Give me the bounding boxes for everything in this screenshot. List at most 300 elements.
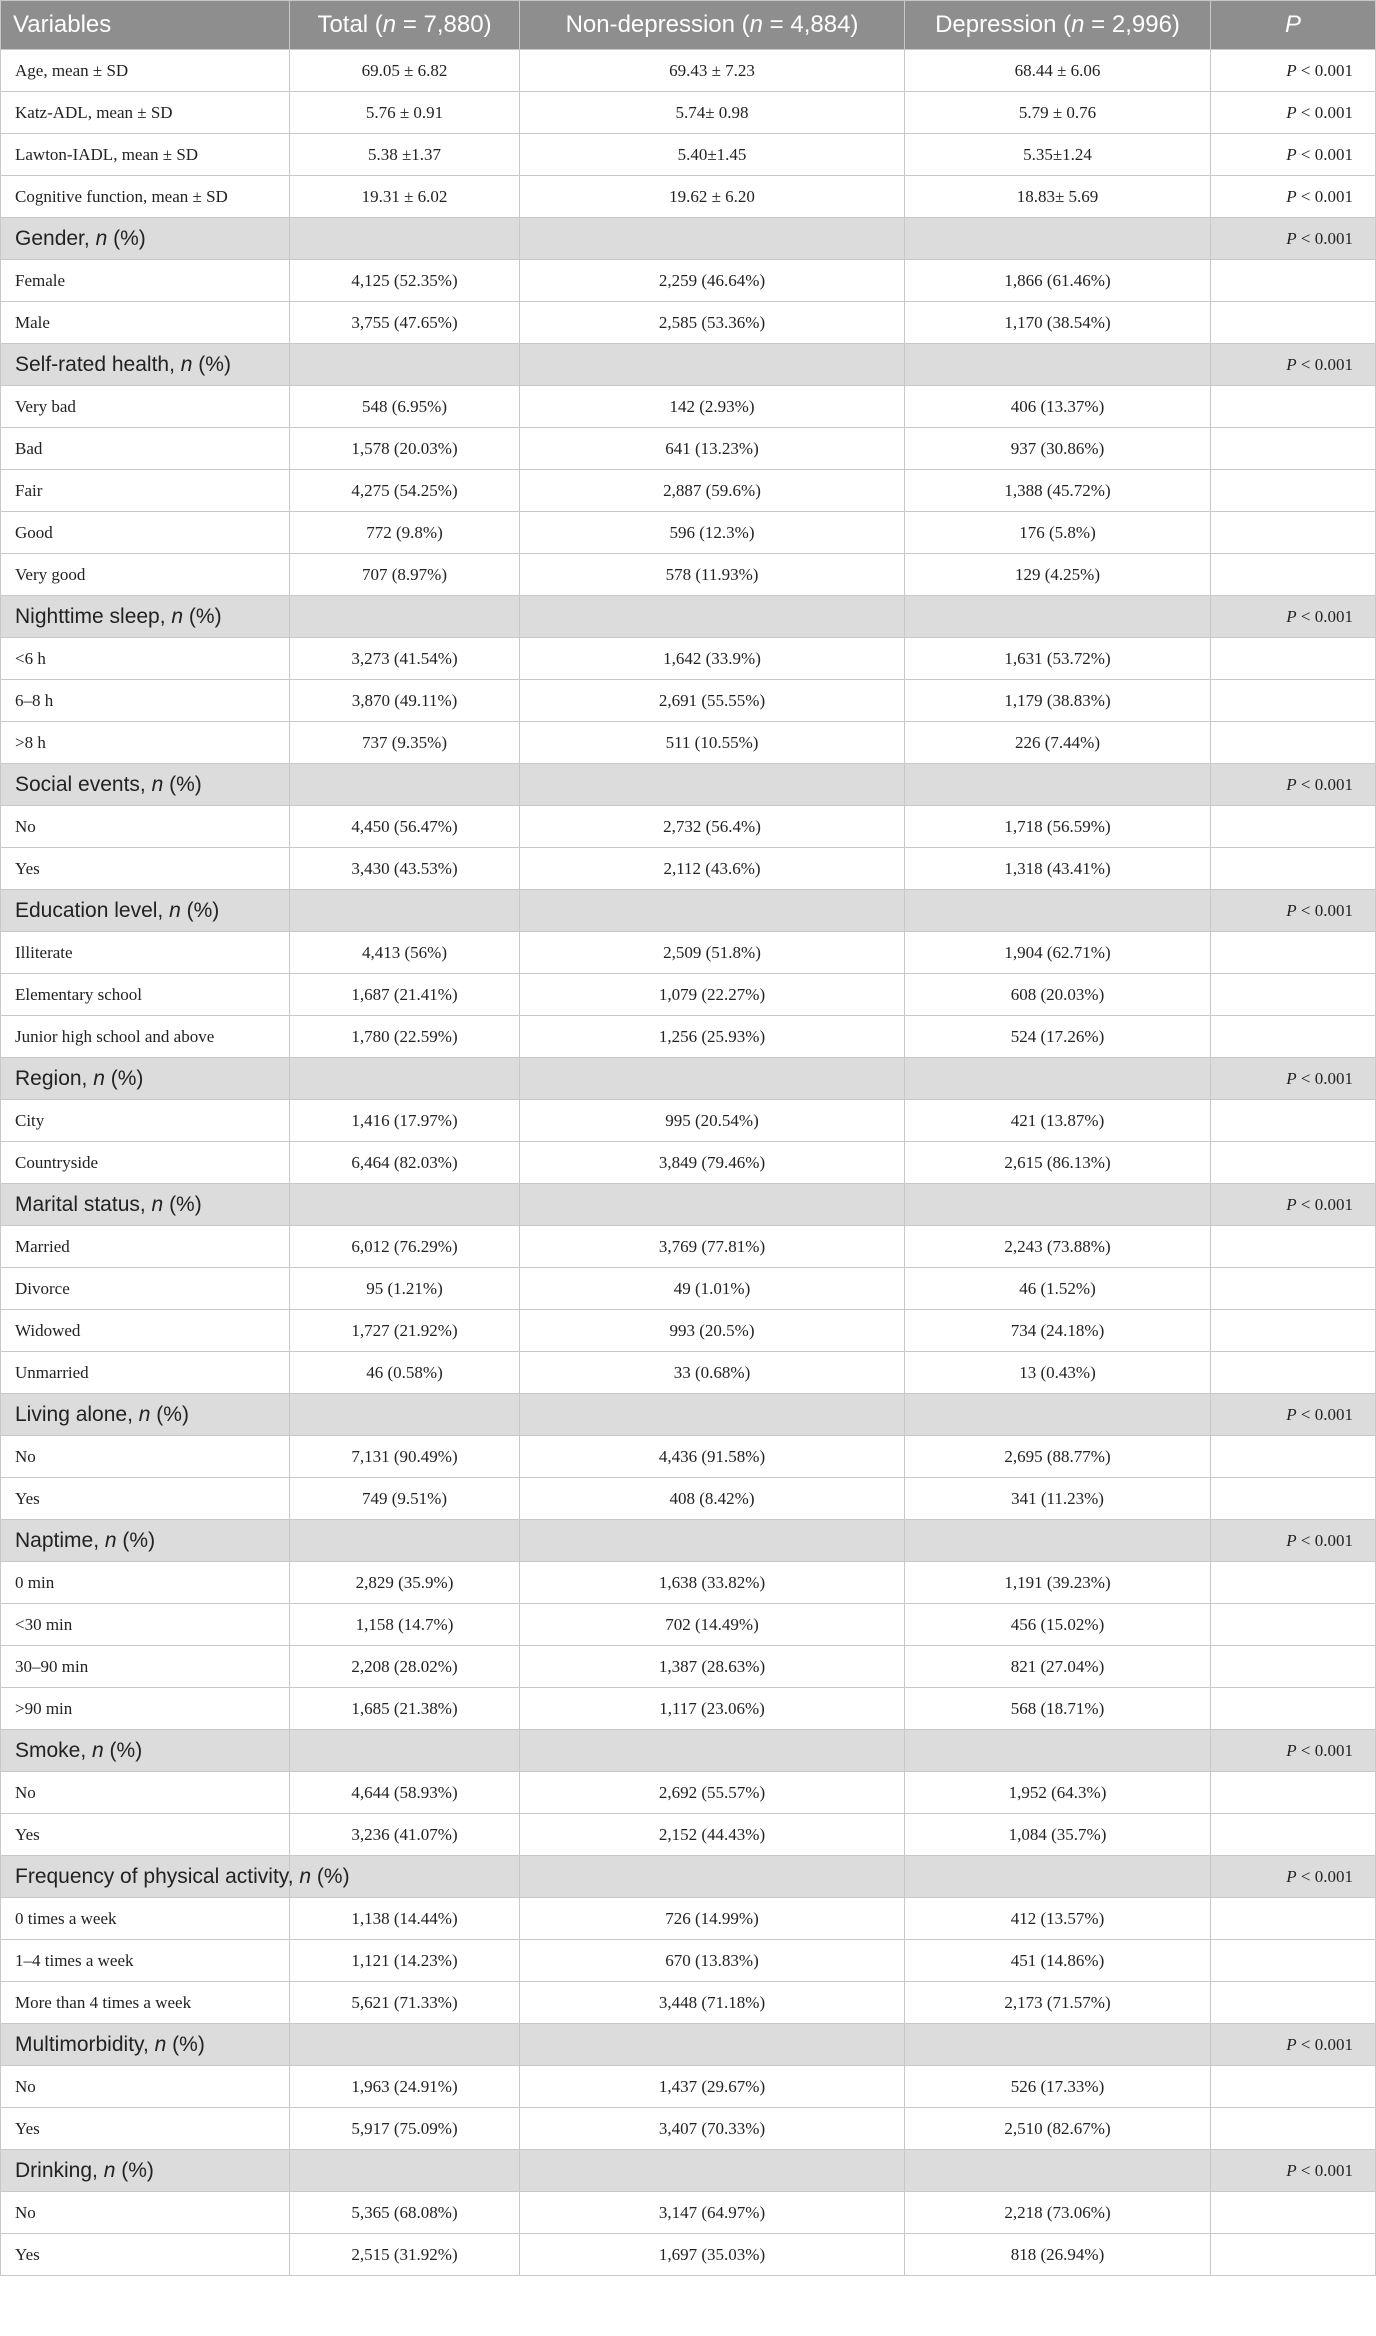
group-p-value: P < 0.001 (1211, 344, 1376, 386)
total-value: 3,870 (49.11%) (290, 680, 520, 722)
row-label: Divorce (1, 1268, 290, 1310)
table-row (1, 1604, 1376, 1646)
row-label: Yes (1, 1814, 290, 1856)
group-total-cell (290, 596, 520, 638)
non-depression-value: 1,387 (28.63%) (520, 1646, 905, 1688)
p-value-empty (1211, 2192, 1376, 2234)
group-title (1, 1184, 290, 1226)
p-value-empty (1211, 1268, 1376, 1310)
total-value: 548 (6.95%) (290, 386, 520, 428)
p-value-empty (1211, 1562, 1376, 1604)
group-title (1, 596, 290, 638)
table-row (1, 680, 1376, 722)
depression-value: 1,318 (43.41%) (905, 848, 1211, 890)
table-row (1, 1268, 1376, 1310)
group-depression-cell (905, 2024, 1211, 2066)
group-title-n-symbol: n (169, 898, 181, 922)
depression-value: 2,218 (73.06%) (905, 2192, 1211, 2234)
total-value: 69.05 ± 6.82 (290, 50, 520, 92)
row-label: Fair (1, 470, 290, 512)
group-total-cell (290, 218, 520, 260)
non-depression-value: 596 (12.3%) (520, 512, 905, 554)
non-depression-value: 2,112 (43.6%) (520, 848, 905, 890)
group-title (1, 890, 290, 932)
group-non-depression-cell (520, 344, 905, 386)
total-value: 4,275 (54.25%) (290, 470, 520, 512)
depression-value: 412 (13.57%) (905, 1898, 1211, 1940)
group-title-n-symbol: n (299, 1864, 312, 1888)
non-depression-value: 2,692 (55.57%) (520, 1772, 905, 1814)
group-title (1, 1520, 290, 1562)
non-depression-value: 2,887 (59.6%) (520, 470, 905, 512)
depression-value: 818 (26.94%) (905, 2234, 1211, 2276)
non-depression-value: 2,691 (55.55%) (520, 680, 905, 722)
depression-value: 1,866 (61.46%) (905, 260, 1211, 302)
total-value: 5,917 (75.09%) (290, 2108, 520, 2150)
group-header-row (1, 764, 1376, 806)
non-depression-value: 1,697 (35.03%) (520, 2234, 905, 2276)
table-row (1, 848, 1376, 890)
group-title-suffix: (%) (103, 1738, 143, 1762)
non-depression-value: 1,117 (23.06%) (520, 1688, 905, 1730)
group-depression-cell (905, 218, 1211, 260)
non-depression-value: 142 (2.93%) (520, 386, 905, 428)
group-title-text: Naptime, (15, 1528, 105, 1552)
total-value: 1,416 (17.97%) (290, 1100, 520, 1142)
group-header-row (1, 890, 1376, 932)
group-non-depression-cell (520, 2024, 905, 2066)
group-p-value: P < 0.001 (1211, 1520, 1376, 1562)
header-total-n-symbol: n (382, 11, 397, 38)
p-value-empty (1211, 512, 1376, 554)
group-total-cell (290, 1520, 520, 1562)
total-value: 1,727 (21.92%) (290, 1310, 520, 1352)
group-total-cell (290, 2150, 520, 2192)
group-p-value: P < 0.001 (1211, 1184, 1376, 1226)
row-label: >90 min (1, 1688, 290, 1730)
group-p-value: P < 0.001 (1211, 218, 1376, 260)
depression-value: 129 (4.25%) (905, 554, 1211, 596)
group-non-depression-cell (520, 1184, 905, 1226)
table-row (1, 2234, 1376, 2276)
depression-value: 421 (13.87%) (905, 1100, 1211, 1142)
total-value: 1,578 (20.03%) (290, 428, 520, 470)
depression-value: 176 (5.8%) (905, 512, 1211, 554)
group-p-value: P < 0.001 (1211, 1058, 1376, 1100)
non-depression-value: 1,256 (25.93%) (520, 1016, 905, 1058)
table-row (1, 1436, 1376, 1478)
p-value-empty (1211, 2108, 1376, 2150)
non-depression-value: 3,147 (64.97%) (520, 2192, 905, 2234)
group-title-n-symbol: n (95, 226, 108, 250)
group-p-value: P < 0.001 (1211, 2150, 1376, 2192)
total-value: 3,236 (41.07%) (290, 1814, 520, 1856)
row-label: Lawton-IADL, mean ± SD (1, 134, 290, 176)
p-value-empty (1211, 1814, 1376, 1856)
group-title-text: Smoke, (15, 1738, 93, 1762)
group-title (1, 1394, 290, 1436)
row-label: Elementary school (1, 974, 290, 1016)
group-title-suffix: (%) (311, 1864, 350, 1888)
depression-value: 524 (17.26%) (905, 1016, 1211, 1058)
row-label: City (1, 1100, 290, 1142)
group-p-value: P < 0.001 (1211, 1856, 1376, 1898)
non-depression-value: 1,079 (22.27%) (520, 974, 905, 1016)
total-value: 3,430 (43.53%) (290, 848, 520, 890)
group-title (1, 764, 290, 806)
row-label: Yes (1, 1478, 290, 1520)
p-value-empty (1211, 554, 1376, 596)
p-value-empty (1211, 1982, 1376, 2024)
depression-value: 734 (24.18%) (905, 1310, 1211, 1352)
p-value-empty (1211, 1352, 1376, 1394)
depression-value: 5.35±1.24 (905, 134, 1211, 176)
p-value: P < 0.001 (1211, 134, 1376, 176)
p-value-empty (1211, 428, 1376, 470)
row-label: No (1, 2192, 290, 2234)
row-label: Widowed (1, 1310, 290, 1352)
p-value-empty (1211, 1940, 1376, 1982)
p-value-empty (1211, 1226, 1376, 1268)
p-value-empty (1211, 2066, 1376, 2108)
group-title-text: Region, (15, 1066, 94, 1090)
group-title (1, 218, 290, 260)
group-header-row (1, 1394, 1376, 1436)
group-title-n-symbol: n (104, 1528, 117, 1552)
total-value: 4,413 (56%) (290, 932, 520, 974)
p-value-empty (1211, 260, 1376, 302)
row-label: >8 h (1, 722, 290, 764)
table-row (1, 386, 1376, 428)
group-depression-cell (905, 344, 1211, 386)
group-depression-cell (905, 596, 1211, 638)
table-row (1, 1940, 1376, 1982)
row-label: Very bad (1, 386, 290, 428)
table-row (1, 1772, 1376, 1814)
table-row (1, 932, 1376, 974)
total-value: 2,208 (28.02%) (290, 1646, 520, 1688)
group-title-suffix: (%) (107, 226, 146, 250)
group-header-row (1, 344, 1376, 386)
non-depression-value: 49 (1.01%) (520, 1268, 905, 1310)
depression-value: 2,615 (86.13%) (905, 1142, 1211, 1184)
depression-value: 1,631 (53.72%) (905, 638, 1211, 680)
group-p-value: P < 0.001 (1211, 764, 1376, 806)
non-depression-value: 2,259 (46.64%) (520, 260, 905, 302)
group-title-suffix: (%) (192, 352, 231, 376)
depression-value: 1,904 (62.71%) (905, 932, 1211, 974)
group-title-suffix: (%) (163, 1192, 202, 1216)
header-non-depression (520, 1, 905, 50)
p-value-empty (1211, 1646, 1376, 1688)
group-non-depression-cell (520, 1394, 905, 1436)
header-row (1, 1, 1376, 50)
non-depression-value: 670 (13.83%) (520, 1940, 905, 1982)
total-value: 3,755 (47.65%) (290, 302, 520, 344)
group-title-text: Gender, (15, 226, 96, 250)
depression-value: 526 (17.33%) (905, 2066, 1211, 2108)
p-value: P < 0.001 (1211, 50, 1376, 92)
table-row (1, 512, 1376, 554)
total-value: 1,685 (21.38%) (290, 1688, 520, 1730)
row-label: Married (1, 1226, 290, 1268)
total-value: 1,963 (24.91%) (290, 2066, 520, 2108)
table-row (1, 806, 1376, 848)
table-row (1, 1352, 1376, 1394)
table-row (1, 554, 1376, 596)
row-label: <30 min (1, 1604, 290, 1646)
p-value-empty (1211, 1688, 1376, 1730)
depression-value: 821 (27.04%) (905, 1646, 1211, 1688)
p-value-empty (1211, 470, 1376, 512)
total-value: 1,138 (14.44%) (290, 1898, 520, 1940)
depression-value: 2,243 (73.88%) (905, 1226, 1211, 1268)
table-body (1, 50, 1376, 2276)
group-depression-cell (905, 1856, 1211, 1898)
non-depression-value: 726 (14.99%) (520, 1898, 905, 1940)
p-value-empty (1211, 302, 1376, 344)
group-p-value: P < 0.001 (1211, 890, 1376, 932)
depression-value: 2,510 (82.67%) (905, 2108, 1211, 2150)
header-non-prefix: Non-depression ( (565, 11, 750, 38)
group-header-row (1, 2150, 1376, 2192)
table-row (1, 1100, 1376, 1142)
group-non-depression-cell (520, 2150, 905, 2192)
group-total-cell (290, 1184, 520, 1226)
group-title (1, 1730, 290, 1772)
total-value: 6,012 (76.29%) (290, 1226, 520, 1268)
non-depression-value: 3,448 (71.18%) (520, 1982, 905, 2024)
total-value: 4,450 (56.47%) (290, 806, 520, 848)
total-value: 19.31 ± 6.02 (290, 176, 520, 218)
non-depression-value: 3,849 (79.46%) (520, 1142, 905, 1184)
group-header-row (1, 1856, 1376, 1898)
depression-value: 1,179 (38.83%) (905, 680, 1211, 722)
group-p-value: P < 0.001 (1211, 1730, 1376, 1772)
table-row (1, 134, 1376, 176)
p-value-empty (1211, 1310, 1376, 1352)
table-row (1, 428, 1376, 470)
row-label: Female (1, 260, 290, 302)
total-value: 1,121 (14.23%) (290, 1940, 520, 1982)
p-value-empty (1211, 1898, 1376, 1940)
p-value-empty (1211, 386, 1376, 428)
table-row (1, 92, 1376, 134)
group-title (1, 344, 290, 386)
header-total-prefix: Total ( (317, 11, 383, 38)
total-value: 6,464 (82.03%) (290, 1142, 520, 1184)
non-depression-value: 69.43 ± 7.23 (520, 50, 905, 92)
p-value: P < 0.001 (1211, 176, 1376, 218)
row-label: No (1, 1772, 290, 1814)
table-row (1, 2108, 1376, 2150)
header-dep-prefix: Depression ( (935, 11, 1072, 38)
non-depression-value: 33 (0.68%) (520, 1352, 905, 1394)
depression-value: 451 (14.86%) (905, 1940, 1211, 1982)
total-value: 4,125 (52.35%) (290, 260, 520, 302)
group-total-cell (290, 1730, 520, 1772)
group-title-n-symbol: n (92, 1738, 104, 1762)
group-header-row (1, 2024, 1376, 2066)
non-depression-value: 511 (10.55%) (520, 722, 905, 764)
group-total-cell (290, 2024, 520, 2066)
total-value: 3,273 (41.54%) (290, 638, 520, 680)
depression-value: 1,084 (35.7%) (905, 1814, 1211, 1856)
header-p (1211, 1, 1376, 50)
p-value-empty (1211, 1478, 1376, 1520)
total-value: 5.76 ± 0.91 (290, 92, 520, 134)
table-row (1, 1814, 1376, 1856)
group-non-depression-cell (520, 764, 905, 806)
group-p-value: P < 0.001 (1211, 596, 1376, 638)
group-p-value: P < 0.001 (1211, 2024, 1376, 2066)
row-label: 1–4 times a week (1, 1940, 290, 1982)
header-non-n-symbol: n (749, 11, 764, 38)
group-title-n-symbol: n (171, 604, 184, 628)
non-depression-value: 2,732 (56.4%) (520, 806, 905, 848)
total-value: 1,780 (22.59%) (290, 1016, 520, 1058)
non-depression-value: 19.62 ± 6.20 (520, 176, 905, 218)
row-label: No (1, 806, 290, 848)
p-value-empty (1211, 1142, 1376, 1184)
header-total-count: = 7,880) (396, 11, 492, 38)
header-non-count: = 4,884) (763, 11, 859, 38)
p-value-empty (1211, 1772, 1376, 1814)
group-non-depression-cell (520, 1520, 905, 1562)
group-depression-cell (905, 1520, 1211, 1562)
total-value: 2,829 (35.9%) (290, 1562, 520, 1604)
table-row (1, 1688, 1376, 1730)
row-label: 0 min (1, 1562, 290, 1604)
total-value: 5.38 ±1.37 (290, 134, 520, 176)
group-title-suffix: (%) (115, 2158, 154, 2182)
table-row (1, 722, 1376, 764)
total-value: 4,644 (58.93%) (290, 1772, 520, 1814)
depression-value: 406 (13.37%) (905, 386, 1211, 428)
non-depression-value: 1,437 (29.67%) (520, 2066, 905, 2108)
header-depression (905, 1, 1211, 50)
header-total (290, 1, 520, 50)
row-label: Yes (1, 848, 290, 890)
group-title-text: Multimorbidity, (15, 2032, 155, 2056)
non-depression-value: 995 (20.54%) (520, 1100, 905, 1142)
group-title-suffix: (%) (116, 1528, 156, 1552)
table-row (1, 50, 1376, 92)
non-depression-value: 1,638 (33.82%) (520, 1562, 905, 1604)
row-label: Bad (1, 428, 290, 470)
total-value: 2,515 (31.92%) (290, 2234, 520, 2276)
group-title-text: Drinking, (15, 2158, 104, 2182)
non-depression-value: 3,407 (70.33%) (520, 2108, 905, 2150)
table-row (1, 1226, 1376, 1268)
non-depression-value: 641 (13.23%) (520, 428, 905, 470)
p-value-empty (1211, 806, 1376, 848)
table-row (1, 1478, 1376, 1520)
depression-value: 1,170 (38.54%) (905, 302, 1211, 344)
table-row (1, 2192, 1376, 2234)
table-row (1, 1898, 1376, 1940)
non-depression-value: 5.74± 0.98 (520, 92, 905, 134)
group-title (1, 2150, 290, 2192)
depression-value: 46 (1.52%) (905, 1268, 1211, 1310)
depression-value: 13 (0.43%) (905, 1352, 1211, 1394)
group-total-cell (290, 1394, 520, 1436)
group-header-row (1, 1520, 1376, 1562)
depression-value: 2,173 (71.57%) (905, 1982, 1211, 2024)
p-value-empty (1211, 932, 1376, 974)
group-title-n-symbol: n (180, 352, 193, 376)
row-label: More than 4 times a week (1, 1982, 290, 2024)
group-non-depression-cell (520, 890, 905, 932)
group-depression-cell (905, 1058, 1211, 1100)
depression-value: 18.83± 5.69 (905, 176, 1211, 218)
table-row (1, 176, 1376, 218)
p-value-empty (1211, 974, 1376, 1016)
group-title-suffix: (%) (163, 772, 202, 796)
group-p-value: P < 0.001 (1211, 1394, 1376, 1436)
non-depression-value: 1,642 (33.9%) (520, 638, 905, 680)
header-dep-count: = 2,996) (1084, 11, 1180, 38)
group-title-n-symbol: n (138, 1402, 151, 1426)
group-header-row (1, 1058, 1376, 1100)
table-row (1, 2066, 1376, 2108)
header-variables: Variables (1, 1, 290, 50)
group-title-text: Frequency of physical activity, (15, 1864, 300, 1888)
depression-value: 1,952 (64.3%) (905, 1772, 1211, 1814)
row-label: Countryside (1, 1142, 290, 1184)
group-title-suffix: (%) (180, 898, 220, 922)
group-non-depression-cell (520, 1730, 905, 1772)
non-depression-value: 578 (11.93%) (520, 554, 905, 596)
table-row (1, 1310, 1376, 1352)
row-label: Yes (1, 2234, 290, 2276)
depression-value: 5.79 ± 0.76 (905, 92, 1211, 134)
total-value: 1,687 (21.41%) (290, 974, 520, 1016)
total-value: 7,131 (90.49%) (290, 1436, 520, 1478)
group-header-row (1, 1184, 1376, 1226)
total-value: 707 (8.97%) (290, 554, 520, 596)
header-p-label: P (1284, 11, 1301, 38)
table-row (1, 1016, 1376, 1058)
table-row (1, 1646, 1376, 1688)
group-total-cell (290, 890, 520, 932)
depression-value: 456 (15.02%) (905, 1604, 1211, 1646)
group-header-row (1, 596, 1376, 638)
group-title-n-symbol: n (93, 1066, 105, 1090)
group-depression-cell (905, 890, 1211, 932)
row-label: 30–90 min (1, 1646, 290, 1688)
depression-value: 226 (7.44%) (905, 722, 1211, 764)
total-value: 5,365 (68.08%) (290, 2192, 520, 2234)
group-total-cell (290, 344, 520, 386)
row-label: 6–8 h (1, 680, 290, 722)
p-value-empty (1211, 722, 1376, 764)
group-title-text: Social events, (15, 772, 152, 796)
row-label: Illiterate (1, 932, 290, 974)
row-label: 0 times a week (1, 1898, 290, 1940)
group-title (1, 1856, 350, 1898)
p-value-empty (1211, 680, 1376, 722)
group-title-text: Self-rated health, (15, 352, 181, 376)
non-depression-value: 702 (14.49%) (520, 1604, 905, 1646)
p-value-empty (1211, 1436, 1376, 1478)
depression-value: 341 (11.23%) (905, 1478, 1211, 1520)
non-depression-value: 2,585 (53.36%) (520, 302, 905, 344)
group-non-depression-cell (520, 1856, 905, 1898)
group-depression-cell (905, 2150, 1211, 2192)
non-depression-value: 3,769 (77.81%) (520, 1226, 905, 1268)
group-title (1, 2024, 290, 2066)
